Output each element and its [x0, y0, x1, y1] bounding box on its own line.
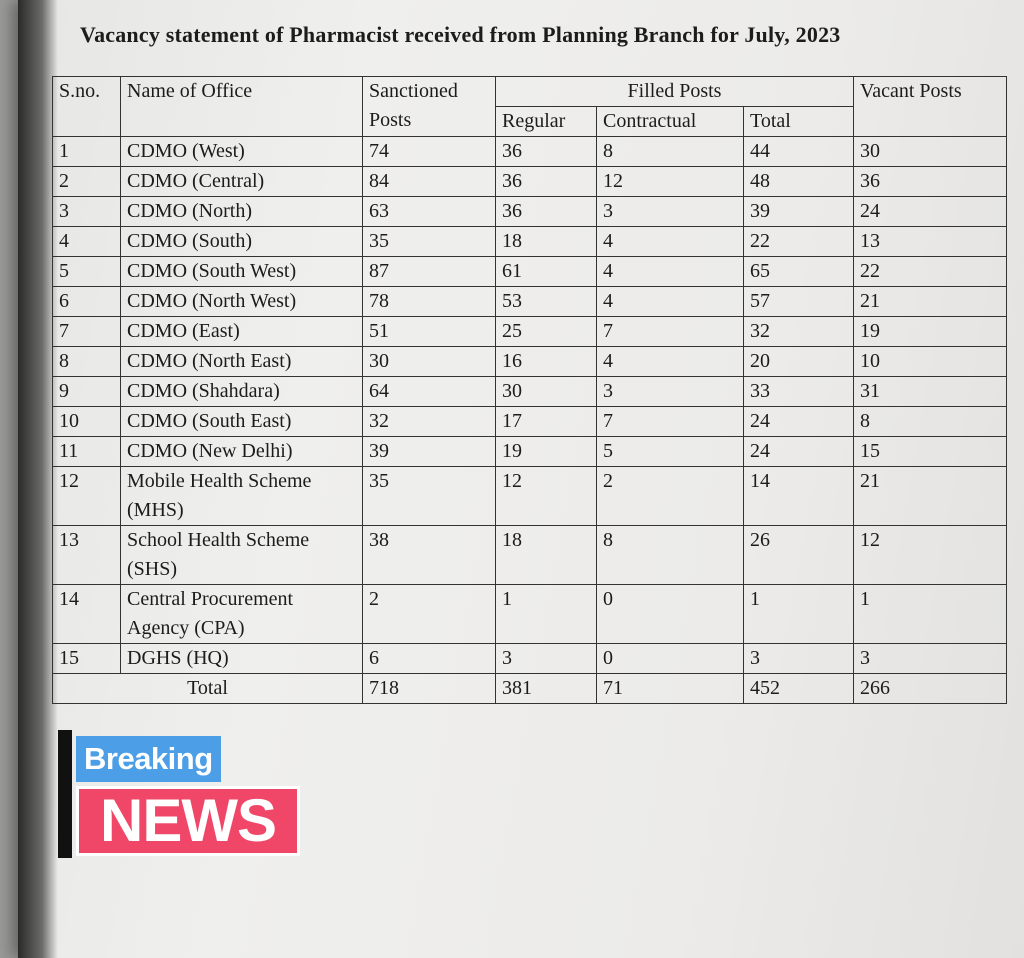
table-row [53, 467, 1007, 526]
cell-sanctioned: 51 [363, 317, 496, 347]
cell-sanctioned: 6 [363, 644, 496, 674]
cell-total: 39 [744, 197, 854, 227]
cell-regular: 16 [496, 347, 597, 377]
cell-name: CDMO (North) [121, 197, 363, 227]
cell-sno: 7 [53, 317, 121, 347]
header-filled-posts: Filled Posts [496, 77, 854, 107]
cell-sno: 14 [53, 585, 121, 644]
cell-regular: 30 [496, 377, 597, 407]
cell-contractual: 2 [597, 467, 744, 526]
badge-bar [58, 730, 72, 858]
cell-sno: 13 [53, 526, 121, 585]
cell-vacant: 30 [854, 137, 1007, 167]
cell-total: 14 [744, 467, 854, 526]
cell-regular: 36 [496, 137, 597, 167]
cell-vacant: 8 [854, 407, 1007, 437]
totals-total: 452 [744, 674, 854, 704]
cell-vacant: 15 [854, 437, 1007, 467]
cell-vacant: 21 [854, 467, 1007, 526]
cell-total: 48 [744, 167, 854, 197]
cell-sanctioned: 63 [363, 197, 496, 227]
cell-total: 65 [744, 257, 854, 287]
cell-contractual: 3 [597, 377, 744, 407]
cell-name: CDMO (East) [121, 317, 363, 347]
cell-contractual: 7 [597, 407, 744, 437]
cell-regular: 17 [496, 407, 597, 437]
cell-regular: 18 [496, 526, 597, 585]
totals-sanctioned: 718 [363, 674, 496, 704]
cell-total: 26 [744, 526, 854, 585]
cell-sanctioned: 84 [363, 167, 496, 197]
table-row [53, 347, 1007, 377]
cell-regular: 3 [496, 644, 597, 674]
totals-vacant: 266 [854, 674, 1007, 704]
cell-name: CDMO (Shahdara) [121, 377, 363, 407]
cell-contractual: 4 [597, 257, 744, 287]
cell-contractual: 4 [597, 287, 744, 317]
cell-contractual: 8 [597, 137, 744, 167]
header-regular: Regular [496, 107, 597, 137]
table-row [53, 585, 1007, 644]
cell-sno: 11 [53, 437, 121, 467]
vacancy-table [52, 76, 1007, 704]
cell-sno: 9 [53, 377, 121, 407]
cell-sanctioned: 35 [363, 227, 496, 257]
cell-sno: 1 [53, 137, 121, 167]
cell-total: 32 [744, 317, 854, 347]
table-row [53, 437, 1007, 467]
table-row [53, 317, 1007, 347]
cell-sanctioned: 74 [363, 137, 496, 167]
cell-total: 33 [744, 377, 854, 407]
cell-sanctioned: 38 [363, 526, 496, 585]
cell-sanctioned: 35 [363, 467, 496, 526]
totals-row [53, 674, 1007, 704]
cell-name: Central Procurement Agency (CPA) [121, 585, 363, 644]
cell-name: CDMO (South East) [121, 407, 363, 437]
header-vacant-posts: Vacant Posts [854, 77, 1007, 137]
cell-total: 24 [744, 407, 854, 437]
cell-sanctioned: 78 [363, 287, 496, 317]
cell-vacant: 13 [854, 227, 1007, 257]
document-title: Vacancy statement of Pharmacist received from Planning Branch for July, 2023 [80, 22, 841, 47]
badge-news-label: NEWS [76, 786, 300, 856]
cell-sanctioned: 2 [363, 585, 496, 644]
cell-name: CDMO (North East) [121, 347, 363, 377]
cell-regular: 36 [496, 167, 597, 197]
cell-regular: 61 [496, 257, 597, 287]
table-row [53, 287, 1007, 317]
table-row [53, 407, 1007, 437]
table-row [53, 227, 1007, 257]
cell-total: 1 [744, 585, 854, 644]
cell-contractual: 7 [597, 317, 744, 347]
cell-vacant: 22 [854, 257, 1007, 287]
cell-regular: 1 [496, 585, 597, 644]
cell-sno: 12 [53, 467, 121, 526]
cell-vacant: 3 [854, 644, 1007, 674]
cell-name: CDMO (South) [121, 227, 363, 257]
cell-contractual: 0 [597, 585, 744, 644]
cell-vacant: 10 [854, 347, 1007, 377]
cell-total: 44 [744, 137, 854, 167]
table-row [53, 167, 1007, 197]
cell-sno: 10 [53, 407, 121, 437]
cell-name: CDMO (South West) [121, 257, 363, 287]
cell-vacant: 31 [854, 377, 1007, 407]
header-sno: S.no. [53, 77, 121, 137]
cell-name: CDMO (New Delhi) [121, 437, 363, 467]
cell-total: 22 [744, 227, 854, 257]
totals-label: Total [53, 674, 363, 704]
cell-sanctioned: 30 [363, 347, 496, 377]
cell-regular: 53 [496, 287, 597, 317]
cell-regular: 36 [496, 197, 597, 227]
cell-contractual: 4 [597, 347, 744, 377]
cell-contractual: 5 [597, 437, 744, 467]
cell-sno: 15 [53, 644, 121, 674]
cell-name: DGHS (HQ) [121, 644, 363, 674]
header-sanctioned: Sanctioned Posts [363, 77, 496, 137]
header-contractual: Contractual [597, 107, 744, 137]
badge-breaking-label: Breaking [76, 736, 221, 782]
cell-contractual: 4 [597, 227, 744, 257]
cell-contractual: 8 [597, 526, 744, 585]
cell-total: 3 [744, 644, 854, 674]
table-row [53, 377, 1007, 407]
totals-contractual: 71 [597, 674, 744, 704]
cell-vacant: 1 [854, 585, 1007, 644]
cell-name: Mobile Health Scheme (MHS) [121, 467, 363, 526]
cell-vacant: 24 [854, 197, 1007, 227]
cell-sno: 3 [53, 197, 121, 227]
cell-sno: 2 [53, 167, 121, 197]
cell-total: 24 [744, 437, 854, 467]
cell-sno: 5 [53, 257, 121, 287]
table-row [53, 137, 1007, 167]
cell-sanctioned: 32 [363, 407, 496, 437]
cell-vacant: 19 [854, 317, 1007, 347]
cell-regular: 12 [496, 467, 597, 526]
cell-vacant: 36 [854, 167, 1007, 197]
table-row [53, 644, 1007, 674]
table-row [53, 526, 1007, 585]
cell-name: CDMO (West) [121, 137, 363, 167]
cell-name: CDMO (Central) [121, 167, 363, 197]
header-total: Total [744, 107, 854, 137]
cell-sanctioned: 64 [363, 377, 496, 407]
cell-vacant: 12 [854, 526, 1007, 585]
cell-name: School Health Scheme (SHS) [121, 526, 363, 585]
cell-vacant: 21 [854, 287, 1007, 317]
cell-contractual: 12 [597, 167, 744, 197]
cell-sno: 8 [53, 347, 121, 377]
cell-contractual: 3 [597, 197, 744, 227]
breaking-news-badge [58, 730, 308, 860]
totals-regular: 381 [496, 674, 597, 704]
cell-regular: 18 [496, 227, 597, 257]
cell-total: 57 [744, 287, 854, 317]
cell-contractual: 0 [597, 644, 744, 674]
cell-name: CDMO (North West) [121, 287, 363, 317]
header-office-name: Name of Office [121, 77, 363, 137]
cell-sno: 4 [53, 227, 121, 257]
cell-sno: 6 [53, 287, 121, 317]
table-row [53, 257, 1007, 287]
cell-sanctioned: 87 [363, 257, 496, 287]
cell-regular: 25 [496, 317, 597, 347]
cell-regular: 19 [496, 437, 597, 467]
header-row-1 [53, 77, 1007, 107]
cell-total: 20 [744, 347, 854, 377]
cell-sanctioned: 39 [363, 437, 496, 467]
table-row [53, 197, 1007, 227]
